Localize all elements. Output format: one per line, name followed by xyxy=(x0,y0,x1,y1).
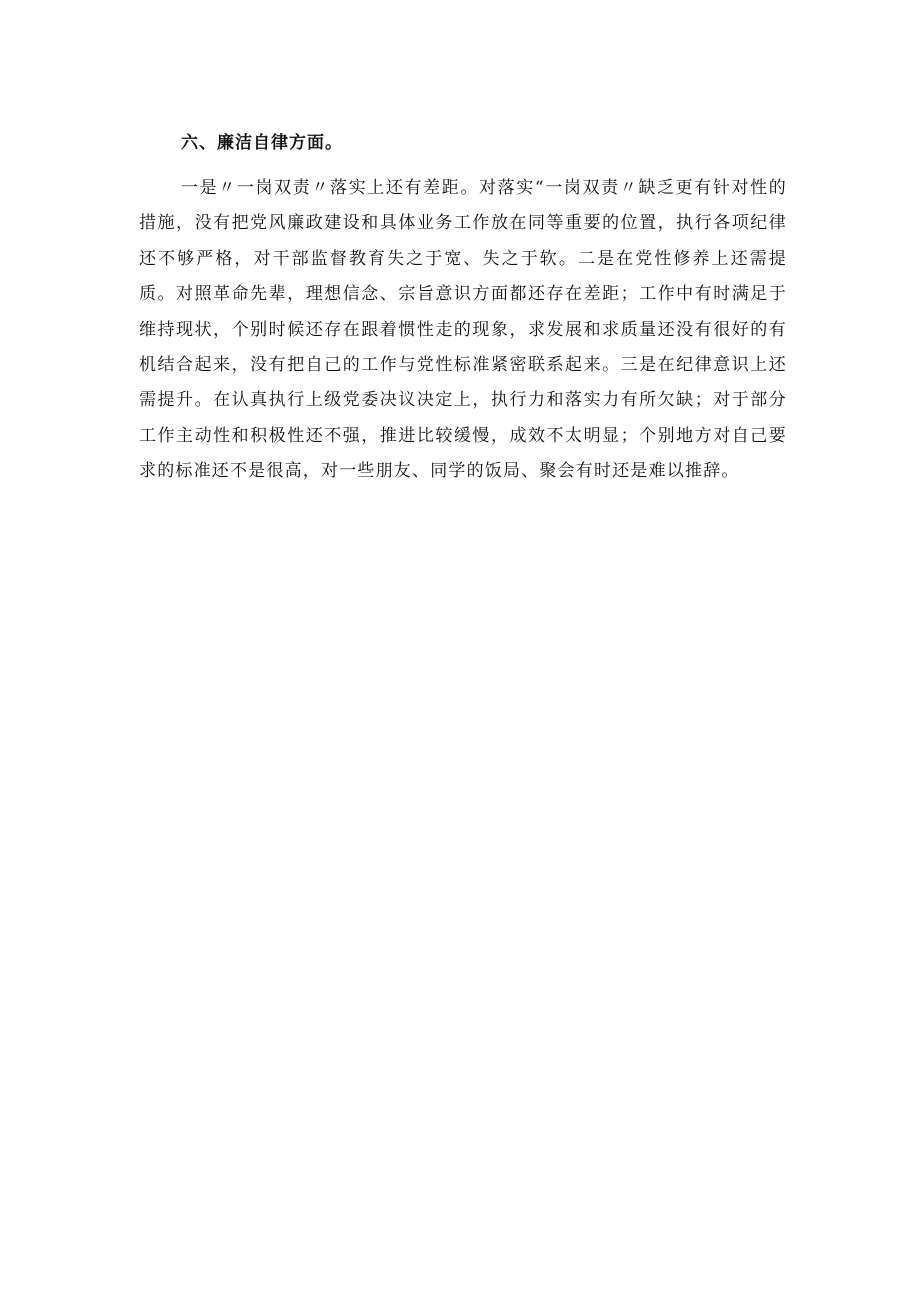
body-paragraph: 一是〃一岗双责〃落实上还有差距。对落实“一岗双责〃缺乏更有针对性的措施，没有把党风廉政建设和具体业务工作放在同等重要的位置，执行各项纪律还不够严格，对干部监督教育失之于宽、失之于软。二是在党性修养上还需提质。对照革命先辈，理想信念、宗旨意识方面都还存在差距；工作中有时满足于维持现状，个别时候还存在跟着惯性走的现象，求发展和求质量还没有很好的有机结合起来，没有把自己的工作与党性标准紧密联系起来。三是在纪律意识上还需提升。在认真执行上级党委决议决定上，执行力和落实力有所欠缺；对于部分工作主动性和积极性还不强，推进比较缓慢，成效不太明显；个别地方对自己要求的标准还不是很高，对一些朋友、同学的饭局、聚会有时还是难以推辞。 xyxy=(139,178,787,482)
section-heading: 六、廉洁自律方面。 xyxy=(181,133,343,153)
document-body xyxy=(139,125,787,490)
